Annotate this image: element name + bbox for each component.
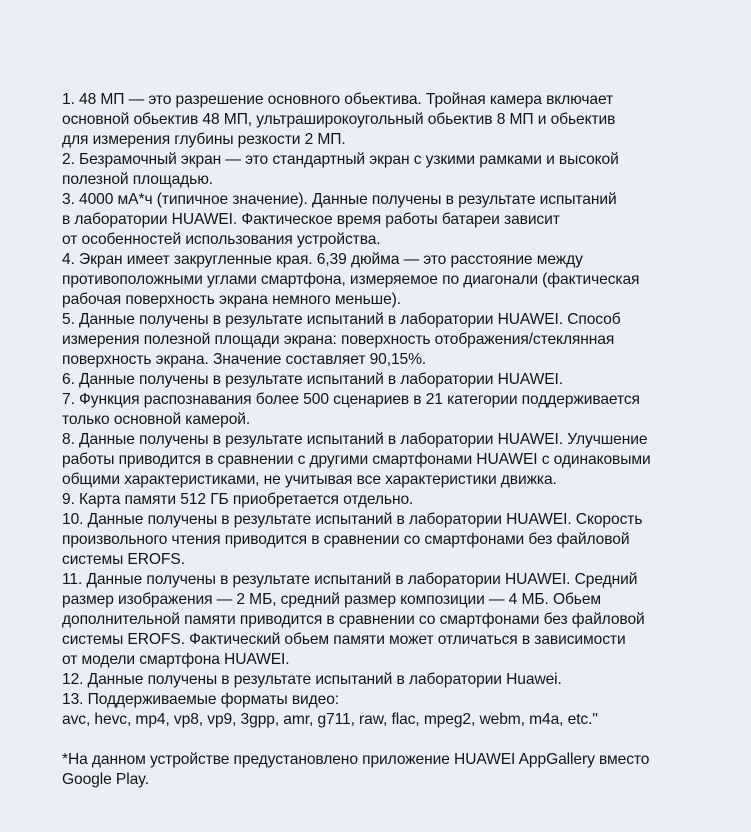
- footnote-line: 2. Безрамочный экран — это стандартный экран с узкими рамками и высокой: [62, 151, 619, 168]
- footnote-line: 3. 4000 мА*ч (типичное значение). Данные получены в результате испытаний: [62, 191, 617, 208]
- footnote-line: только основной камерой.: [62, 411, 251, 428]
- footnote-line: 9. Карта памяти 512 ГБ приобретается отдельно.: [62, 491, 414, 508]
- footnote-line: дополнительной памяти приводится в сравнении со смартфонами без файловой: [62, 611, 645, 628]
- footnote-line: в лаборатории HUAWEI. Фактическое время работы батареи зависит: [62, 211, 560, 228]
- footnote-line: от особенностей использования устройства.: [62, 231, 381, 248]
- footnote-line: avc, hevc, mp4, vp8, vp9, 3gpp, amr, g711, raw, flac, mpeg2, webm, m4a, etc.": [62, 711, 598, 728]
- footnote-line: общими характеристиками, не учитывая все характеристики движка.: [62, 471, 557, 488]
- footnote-line: противоположными углами смартфона, измеряемое по диагонали (фактическая: [62, 271, 640, 288]
- footnote-line: рабочая поверхность экрана немного меньше).: [62, 291, 401, 308]
- footnote-line: системы EROFS. Фактический обьем памяти может отличаться в зависимости: [62, 631, 626, 648]
- footnote-line: 13. Поддерживаемые форматы видео:: [62, 691, 339, 708]
- footnote-line: для измерения глубины резкости 2 МП.: [62, 131, 346, 148]
- footnote-line: 7. Функция распознавания более 500 сценариев в 21 категории поддерживается: [62, 391, 640, 408]
- disclaimer-line: Google Play.: [62, 771, 149, 788]
- footnote-line: системы EROFS.: [62, 551, 185, 568]
- footnote-line: произвольного чтения приводится в сравнении со смартфонами без файловой: [62, 531, 630, 548]
- footnote-line: 6. Данные получены в результате испытаний в лаборатории HUAWEI.: [62, 371, 563, 388]
- footnote-line: основной обьектив 48 МП, ультраширокоугольный обьектив 8 МП и обьектив: [62, 111, 616, 128]
- footnote-line: размер изображения — 2 МБ, средний размер композиции — 4 МБ. Обьем: [62, 591, 602, 608]
- paragraph-spacer: [62, 730, 702, 750]
- disclaimer-line: *На данном устройстве предустановлено приложение HUAWEI AppGallery вместо: [62, 751, 650, 768]
- footnote-line: 5. Данные получены в результате испытаний в лаборатории HUAWEI. Способ: [62, 311, 621, 328]
- footnote-line: 10. Данные получены в результате испытаний в лаборатории HUAWEI. Скорость: [62, 511, 643, 528]
- footnote-line: 4. Экран имеет закругленные края. 6,39 дюйма — это расстояние между: [62, 251, 583, 268]
- footnote-line: 1. 48 МП — это разрешение основного обьектива. Тройная камера включает: [62, 91, 614, 108]
- footnote-line: 12. Данные получены в результате испытаний в лаборатории Huawei.: [62, 671, 562, 688]
- footnote-line: полезной площадью.: [62, 171, 214, 188]
- footnotes-text: [62, 90, 702, 790]
- footnote-line: работы приводится в сравнении с другими смартфонами HUAWEI с одинаковыми: [62, 451, 651, 468]
- footnote-line: от модели смартфона HUAWEI.: [62, 651, 290, 668]
- footnote-line: 8. Данные получены в результате испытаний в лаборатории HUAWEI. Улучшение: [62, 431, 648, 448]
- footnote-line: поверхность экрана. Значение составляет 90,15%.: [62, 351, 427, 368]
- footnote-line: 11. Данные получены в результате испытаний в лаборатории HUAWEI. Средний: [62, 571, 638, 588]
- footnote-line: измерения полезной площади экрана: поверхность отображения/стеклянная: [62, 331, 615, 348]
